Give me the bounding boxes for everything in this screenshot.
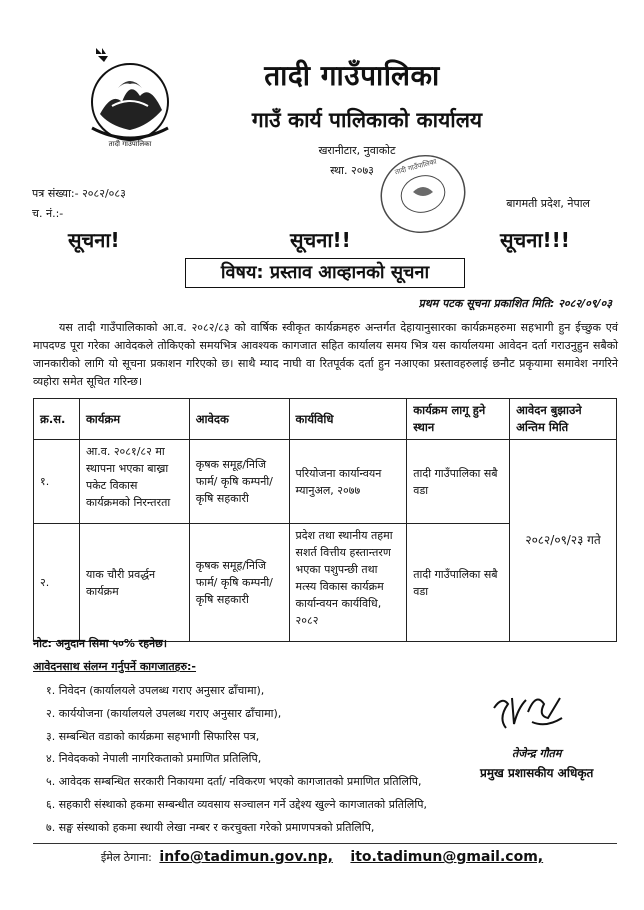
office-name: गाउँ कार्य पालिकाको कार्यालय [251,108,483,132]
signatory-title: प्रमुख प्रशासकीय अधिकृत [480,766,594,780]
col-header-applicant: आवेदक [189,399,289,440]
list-item: ५. आवेदक सम्बन्धित सरकारी निकायमा दर्ता/ नविकरण भएको कागजातको प्रमाणित प्रतिलिपि, [46,775,422,789]
row-program: आ.व. २०८१/८२ मा स्थापना भएका बाख्रा पकेट विकास कार्यक्रमको निरन्तरता [79,440,189,524]
list-item: ७. सङ्घ संस्थाको हकमा स्थायी लेखा नम्बर र करचुक्ता गरेको प्रमाणपत्रको प्रतिलिपि, [46,820,375,834]
email-link-secondary[interactable]: ito.tadimun@gmail.com, [350,849,544,865]
office-address: खरानीटार, नुवाकोट [318,144,396,157]
svg-text:तादी गाउँपालिका: तादी गाउँपालिका [394,157,438,177]
list-item: ४. निवेदकको नेपाली नागरिकताको प्रमाणित प्रतिलिपि, [46,752,262,766]
row-program: याक चौरी प्रवर्द्धन कार्यक्रम [79,524,189,642]
org-name: तादी गाउँपालिका [264,59,440,92]
col-header-sn: क्र.स. [34,399,80,440]
list-item: ६. सहकारी संस्थाको हकमा सम्बन्धीत व्यवसाय सञ्चालन गर्ने उद्देश्य खुल्ने कागजातको प्रतिलिपि, [46,797,427,811]
published-date: प्रथम पटक सूचना प्रकाशित मिति: २०८२/०९/०३ [418,297,612,310]
office-seal-icon [375,150,471,238]
col-header-procedure: कार्यविधि [289,399,407,440]
notice-word-1: सूचना! [68,228,120,252]
row-location: तादी गाउँपालिका सबै वडा [407,524,510,642]
documents-list [46,682,427,842]
row-procedure: प्रदेश तथा स्थानीय तहमा सशर्त वित्तीय हस्तान्तरण भएका पशुपन्छी तथा मत्स्य विकास कार्यक्रम कार्यान्वयन कार्यविधि, २०८२ [289,524,407,642]
col-header-location: कार्यक्रम लागू हुने स्थान [407,399,510,440]
body-paragraph: यस तादी गाउँपालिकाको आ.व. २०८२/८३ को वार्षिक स्वीकृत कार्यक्रमहरु अन्तर्गत देहायानुसारका कार्यक्रमहरुमा सहभागी हुन ईच्छुक एवं मापदण्ड पूरा गरेका आवेदकले तोकिएको समयभित्र आवश्यक कागजात सहित कार्यालय समय भित्र यस कार्यालयमा आवेदन दर्ता गराउनुहुन सबैको जानकारीको लागि यो सूचना प्रकाशन गरिएको छ। साथै म्याद नाघी वा रितपूर्वक दर्ता हुन नआएका प्रस्तावहरुलाई छनौट प्रकृयामा समावेश नगरिने व्यहोरा समेत सूचित गरिन्छ। [33,321,618,388]
established-year: स्था. २०७३ [330,164,374,177]
email-link-primary[interactable]: info@tadimun.gov.np, [159,849,333,865]
svg-text:तादी गाउँपालिका: तादी गाउँपालिका [108,140,152,148]
signatory-name: तेजेन्द्र गौतम [512,747,562,760]
subject-box: विषय: प्रस्ताव आव्हानको सूचना [185,258,465,288]
email-label: ईमेल ठेगाना: [100,851,152,864]
province-label: बागमती प्रदेश, नेपाल [506,197,590,210]
row-applicant: कृषक समूह/निजि फार्म/ कृषि कम्पनी/ कृषि सहकारी [189,440,289,524]
row-sn: २. [34,524,80,642]
row-procedure: परियोजना कार्यान्वयन म्यानुअल, २०७७ [289,440,407,524]
footer-divider [33,843,617,844]
subsidy-note: नोट: अनुदान सिमा ५०% रहनेछ। [33,637,168,650]
row-applicant: कृषक समूह/निजि फार्म/ कृषि कम्पनी/ कृषि सहकारी [189,524,289,642]
dispatch-number: च. नं.:- [32,207,64,220]
row-location: तादी गाउँपालिका सबै वडा [407,440,510,524]
deadline-cell: २०८२/०९/२३ गते [510,440,617,642]
table-row [34,440,617,524]
row-sn: १. [34,440,80,524]
programs-table [33,398,617,642]
notice-word-3: सूचना!!! [500,228,570,252]
list-item: ३. सम्बन्धित वडाको कार्यक्रमा सहभागी सिफारिस पत्र, [46,729,260,743]
list-item: २. कार्ययोजना (कार्यालयले उपलब्ध गराए अनुसार ढाँचामा), [46,706,282,720]
col-header-deadline: आवेदन बुझाउने अन्तिम मिति [510,399,617,440]
col-header-program: कार्यक्रम [79,399,189,440]
documents-heading: आवेदनसाथ संलग्न गर्नुपर्ने कागजातहरु:- [33,660,197,673]
contact-line [0,849,644,865]
letter-number: पत्र संख्या:- २०८२/०८३ [32,187,126,200]
signature-icon [488,688,568,736]
list-item: १. निवेदन (कार्यालयले उपलब्ध गराए अनुसार ढाँचामा), [46,684,265,697]
notice-word-2: सूचना!! [290,228,351,252]
table-header-row [34,399,617,440]
